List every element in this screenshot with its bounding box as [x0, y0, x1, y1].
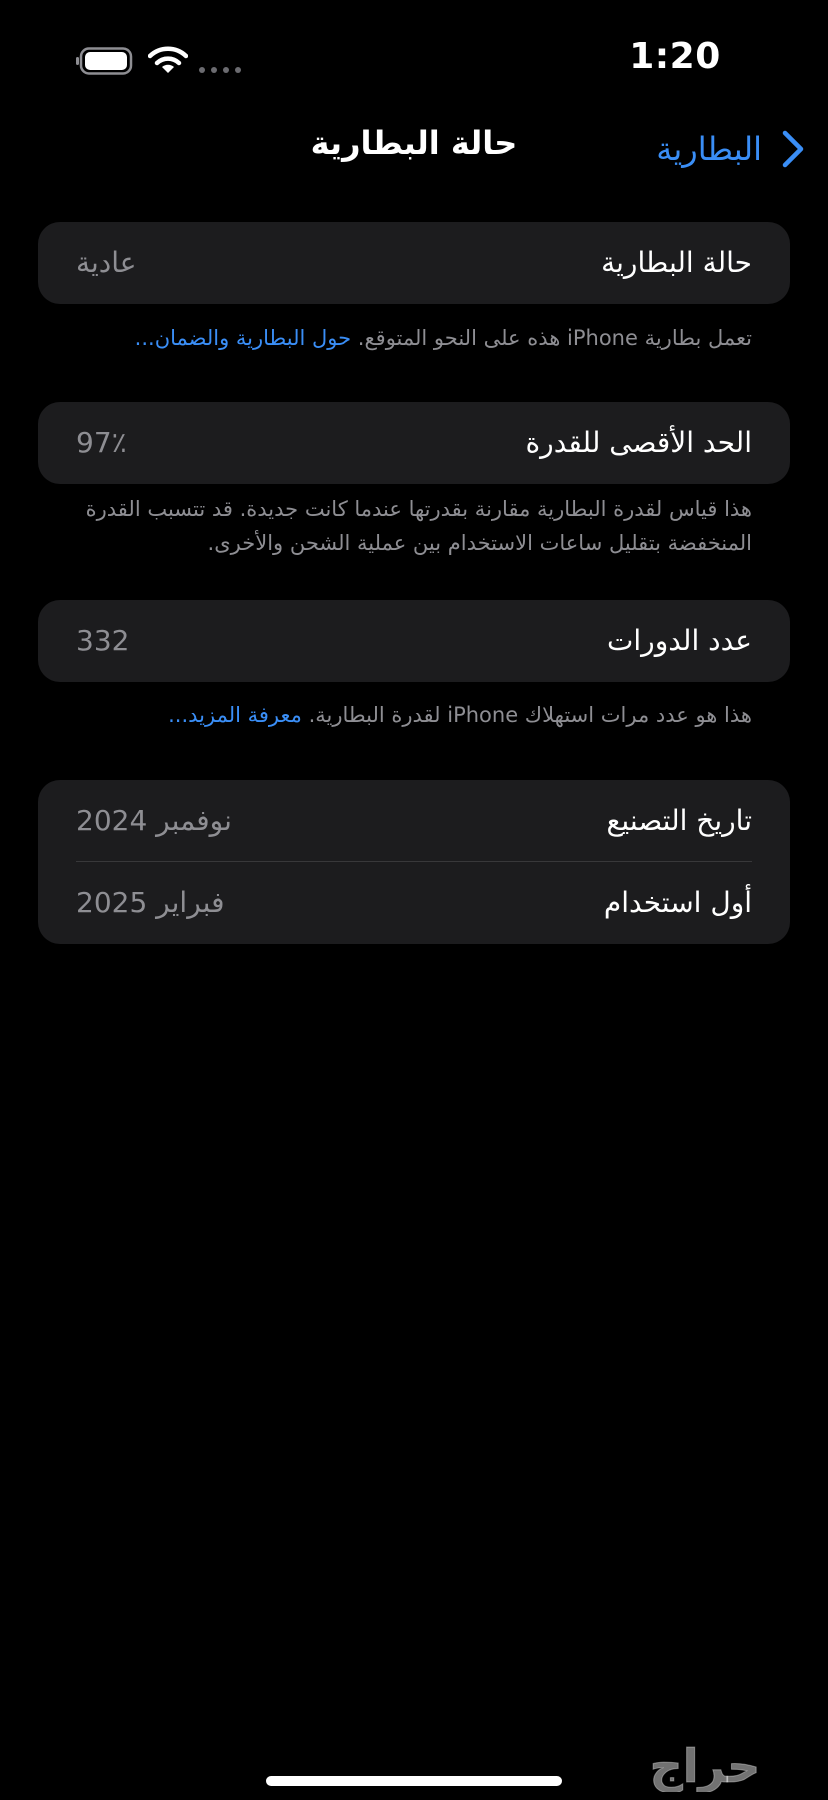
cycle-count-row	[38, 600, 790, 682]
battery-health-row	[38, 222, 790, 304]
max-capacity-footnote	[70, 492, 752, 560]
status-time: 1:20	[629, 36, 721, 77]
manufacture-date-label: تاريخ التصنيع	[606, 804, 752, 837]
manufacture-date-row	[38, 780, 790, 862]
battery-health-label: حالة البطارية	[601, 246, 752, 279]
battery-health-footnote-text: تعمل بطارية iPhone هذه على النحو المتوقع.	[351, 326, 752, 350]
learn-more-link[interactable]: معرفة المزيد...	[168, 703, 302, 727]
battery-health-footnote	[70, 321, 752, 355]
max-capacity-footnote-line2: المنخفضة بتقليل ساعات الاستخدام بين عملية الشحن والأخرى.	[207, 531, 752, 555]
chevron-right-icon	[780, 129, 806, 169]
signal-icon	[198, 65, 242, 75]
back-button-label: البطارية	[656, 130, 762, 168]
max-capacity-group	[38, 402, 790, 484]
watermark-text: حراج	[649, 1742, 761, 1792]
max-capacity-footnote-line1: هذا قياس لقدرة البطارية مقارنة بقدرتها عندما كانت جديدة. قد تتسبب القدرة	[85, 497, 752, 521]
cycle-count-footnote-text: هذا هو عدد مرات استهلاك iPhone لقدرة البطارية.	[301, 703, 752, 727]
cycle-count-group	[38, 600, 790, 682]
home-indicator[interactable]	[266, 1776, 562, 1786]
haraj-watermark-logo	[592, 1742, 818, 1792]
battery-warranty-link[interactable]: حول البطارية والضمان...	[134, 326, 352, 350]
back-button[interactable]	[656, 124, 806, 174]
cycle-count-footnote	[70, 698, 752, 732]
first-use-value: فبراير 2025	[76, 886, 225, 919]
cycle-count-label: عدد الدورات	[607, 624, 752, 657]
page-title: حالة البطارية	[310, 124, 518, 162]
first-use-label: أول استخدام	[603, 886, 752, 919]
max-capacity-row	[38, 402, 790, 484]
max-capacity-value: 97٪	[76, 426, 127, 459]
cycle-count-value: 332	[76, 624, 130, 657]
status-bar	[0, 0, 828, 110]
battery-icon	[76, 47, 134, 75]
battery-health-value: عادية	[76, 246, 137, 279]
first-use-row	[38, 862, 790, 944]
max-capacity-label: الحد الأقصى للقدرة	[525, 426, 752, 459]
manufacture-date-value: نوفمبر 2024	[76, 804, 232, 837]
wifi-icon	[148, 44, 188, 76]
battery-health-group	[38, 222, 790, 304]
battery-dates-group	[38, 780, 790, 944]
